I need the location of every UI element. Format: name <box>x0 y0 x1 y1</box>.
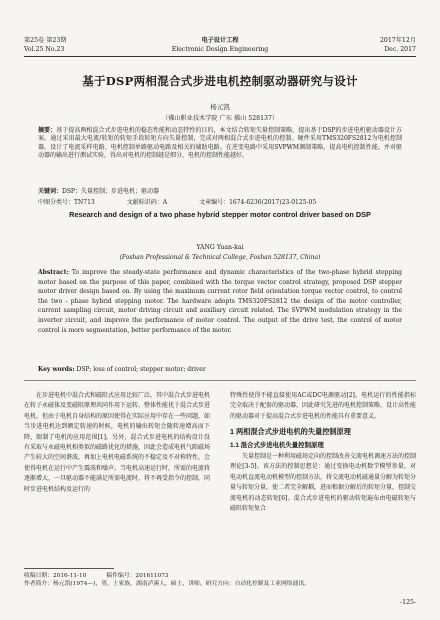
author-en: YANG Yuan-kai <box>196 244 244 251</box>
page-number: -125- <box>400 599 416 606</box>
title-en: Research and design of a two phase hybrid stepper motor control driver based on DSP <box>69 210 371 219</box>
body-column-right <box>230 391 416 514</box>
footnote-rule <box>24 568 114 569</box>
footnote-author: 作者简介：杨元凯(1974—)，男，土家族，湖南泸溪人，硕士，讲师。研究方向：自动化控制及工业网络通讯。 <box>24 581 310 587</box>
volume-info: 第25卷 第23期 Vol.25 No.23 <box>24 37 67 53</box>
section-heading-1-1: 1.1 混合式步进电机失量控制原理 <box>230 441 324 449</box>
abstract-separator <box>24 380 416 381</box>
abstract-cn-text: 基于提高两相混合式步进电机的稳态性能和动态特性的目的，本文结合转矩矢量控制策略，提出基于DSP的步进电机驱动器设计方案。通过采用最大电流/转矩的转矩手段转矩方向矢量控制，完成对两相混合式步进电机的控制。硬件采用TMS320FS2812为电机控制器，设计了电流采样电路、电机控制单路驱动电路及相关的辅助电路。在逆变电路中采用SVPWM调制策略，提高电机控制性能。并对驱动器的输出进行测试实验，得出对电机的控制越是细分，电机的控制性能越好。 <box>38 127 402 160</box>
issue-date: 2017年12月 Dec. 2017 <box>380 37 416 53</box>
classification-cn: 中图分类号：TN713 文献标识码：A 文章编号：1674-6236(2017)23-0125-05 <box>38 199 317 206</box>
abstract-en-label: Abstract: <box>38 269 69 276</box>
footnote-dates: 收稿日期：2016-11-10 稿件编号：201611073 <box>24 573 169 579</box>
title-cn: 基于DSP两相混合式步进电机控制驱动器研究与设计 <box>82 74 358 88</box>
section-heading-1: 1 两相混合式步进电机的失量控制原理 <box>230 427 351 437</box>
affiliation-cn: （佛山职业技术学院 广东 佛山 528137） <box>161 115 279 122</box>
header-rule <box>24 56 416 57</box>
journal-name: 电子设计工程 Electronic Design Engineering <box>171 37 269 53</box>
body-column-left <box>24 391 210 495</box>
running-header <box>24 36 416 58</box>
abstract-cn <box>38 127 402 161</box>
abstract-en-text: To improve the steady-state performance and dynamic characteristics of the two-phase hybrid stepping motor based on the purpose of this paper, combined with the torque vector control strategy, proposed DSP stepper motor driver design based on. By using the maximum current rotor field orientation torque vector control, to control the two - phase hybrid stepping motor. The hardware adopts TMS320FS2812 the design of the motor controller, current sampling circuit, motor driving circuit and auxiliary circuit related. The SVPWM modulation strategy in the inverter circuit, and improve the performance of motor control. The output of the drive test, the control of motor control is more segmentation, better performance of the motor. <box>38 269 402 334</box>
abstract-en <box>38 268 402 335</box>
body-paragraph: 在步进电机中混合式和磁阻式应用比较广泛，其中混合式步进电机在转子永磁体及变磁阻原理共同作用下运转，整体性能优于混合式步进电机，但由于电机自身结构的原因使得在实际应用中存在一些问题，如当步进电机达到额定转速的时候，电机的输出转矩会随转速增高而下降，限制了电机的应用范围[1]。另外，混合式步进电机的结构设计没有采取与永磁电机相类似的磁路优化的措施，因此会造成电机气隙磁场产生较大的空间谐波，再加上电机电磁系统的不稳定及不对称特性，会使得电机在运行中产生震荡和噪声。当电机高速运行时，所需的电流将逐渐增大，一旦驱动器不能满足所需电流时，将不再受指令的控制，同时步进电机结构及运行的 <box>24 392 211 493</box>
affiliation-en: (Foshan Professional & Technical College, Foshan 528137, China) <box>119 254 321 261</box>
body-paragraph: 特殊性使得不能直接使用AC或DC电源驱动[2]。电机运行的性能指标完全取决于配套的驱动器，因此研究先进的电机控制策略，设计高性能的驱动器对于提高混合式步进电机的性能具有重要意义。 <box>230 392 417 420</box>
author-cn: 杨元凯 <box>210 103 230 111</box>
keywords-cn: 关键词：DSP；失量控制；步进电机；驱动器 <box>38 188 159 195</box>
abstract-cn-label: 摘要： <box>38 127 57 134</box>
body-paragraph: 矢量控制是一种利用磁场定向的控制改善交流电机调速方法的控制理论[3-5]。该方法的控制思想是：通过变换电动机数学模型参量，对电动机直流电动机模型的控制方法，将交流电动机磁通量分解为转矩分量与转矩分量，使二者完全解耦，进而根据分解后的转矩分量，控制交流电机的动态转矩[6]。混合式步进电机的驱动转矩遍布由电磁转矩与磁阻转矩复合 <box>230 453 417 513</box>
keywords-en: Key words: DSP; loss of control; stepper motor; driver <box>38 366 206 373</box>
